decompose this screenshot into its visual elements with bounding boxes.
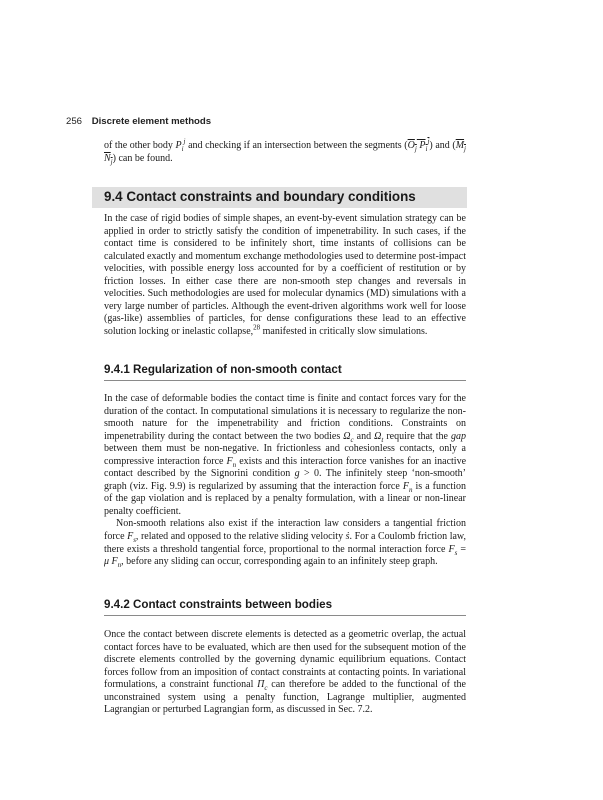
intro-paragraph [104, 137, 466, 166]
heading-rule [104, 380, 466, 381]
paragraph: Non-smooth relations also exist if the interaction law considers a tangential friction force $F_s$, related and opposed to the relative sliding velocity ṡ. For a Coulomb friction law, there exists a threshold tangential force, proportional to the normal interaction force $F_s = \mu$ $F_n$, before any sliding can occur, corresponding again to an infinitely steep graph. [104, 518, 467, 570]
section-heading-band [92, 187, 467, 208]
page-number: 256 [66, 116, 83, 127]
section-9-4-2-body [104, 629, 466, 717]
paragraph: In the case of rigid bodies of simple shapes, an event-by-event simulation strategy can be applied in order to strictly satisfy the condition of impenetrability. In such cases, if the contact time is considered to be infinitely short, time instants of collisions can be calculated exactly and momentum exchange methodologies used to determine post-impact velocities, with possible energy loss accounted for by a coefficient of restitution or by friction losses. In either case there are non-smooth step changes and reversals in velocities. Such methodologies are used for molecular dynamics (MD) simulations with a very large number of particles. Although the event-driven algorithms work well for loose (gas-like) assemblies of particles, for dense configurations these lead to an effective solution locking or inelastic collapse,$^{28}$ manifested in critically slow simulations. [104, 213, 466, 337]
paragraph: Once the contact between discrete elements is detected as a geometric overlap, the actual contact forces have to be evaluated, which are then used for the subsequent motion of the discrete elements controlled by the governing dynamic equilibrium equations. Contact forces follow from an imposition of contact constraints at contacting points. In variational formulations, a constraint functional $\Pi_c$ can therefore be added to the functional of the unconstrained system using a penalty function, Lagrange multiplier, augmented Lagrangian or perturbed Lagrangian form, as discussed in Sec. 7.2. [104, 629, 466, 716]
footnote-ref: 28 [253, 323, 261, 332]
heading-rule [104, 615, 466, 616]
paragraph: In the case of deformable bodies the contact time is finite and contact forces vary for the duration of the contact. In computational simulations it is necessary to regularize the non-smooth nature for the impenetrability and friction conditions. Constraints on impenetrability during the contact between the two bodies $\Omega_c$ and $\Omega_t$ require that the gap between them must be non-negative. In frictionless and cohesionless contacts, only a compressive interaction force $F_n$ exists and this interaction force vanishes for an inactive contact described by the Signorini condition g > 0. The infinitely steep ‘non-smooth’ graph (viz. Fig. 9.9) is regularized by assuming that the interaction force $F_n$ is a function of the gap violation and is replaced by a penalty formulation, with a linear or non-linear penalty coefficient. [104, 393, 467, 517]
section-heading: 9.4 Contact constraints and boundary conditions [104, 189, 416, 204]
running-head [66, 116, 211, 127]
subsection-heading: 9.4.2 Contact constraints between bodies [104, 598, 333, 611]
running-head-title: Discrete element methods [91, 116, 212, 127]
subsection-heading: 9.4.1 Regularization of non-smooth contact [104, 363, 342, 376]
section-9-4-body [104, 213, 466, 338]
intro-text: of the other body $P_i^j$ and checking if an intersection between the segments ($O_j$ $P_i^j$) and ($M_j$ $N_j$) can be found. [104, 137, 466, 166]
section-9-4-1-body [104, 393, 466, 569]
